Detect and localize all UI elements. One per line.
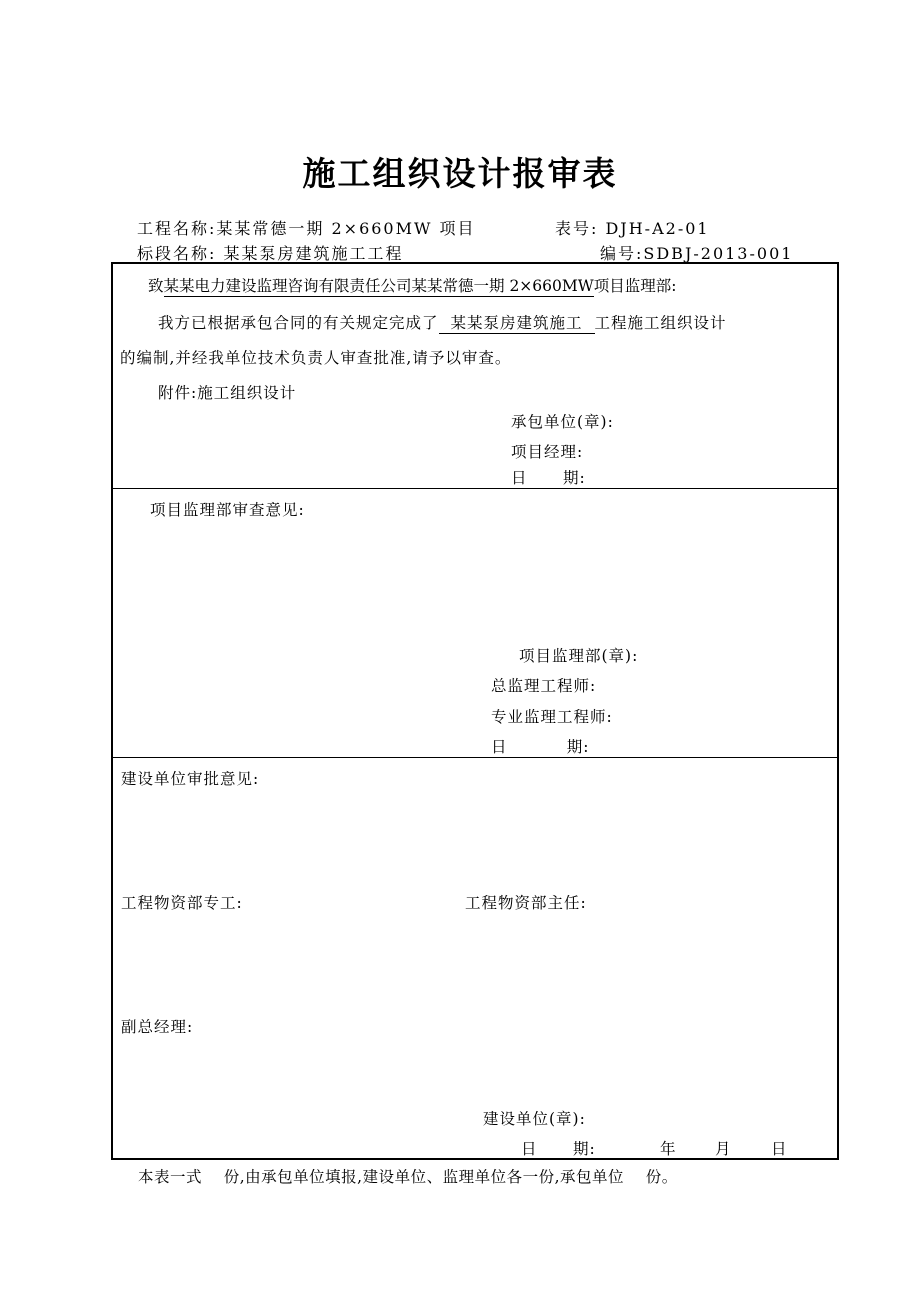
owner-approval-heading: 建设单位审批意见:: [121, 770, 260, 788]
supervision-seal-label: 项目监理部(章):: [519, 647, 639, 665]
owner-seal-label: 建设单位(章):: [483, 1110, 586, 1128]
divider-2: [111, 757, 839, 758]
supervision-date-label: 日 期:: [491, 738, 590, 756]
owner-date-label: 日 期:: [521, 1140, 596, 1158]
statement-prefix: 我方已根据承包合同的有关规定完成了: [158, 314, 439, 332]
attachment-label: 附件:施工组织设计: [158, 384, 297, 402]
supervision-opinion-heading: 项目监理部审查意见:: [150, 501, 305, 519]
chief-supervisor-label: 总监理工程师:: [491, 677, 597, 695]
contractor-seal-label: 承包单位(章):: [511, 413, 614, 431]
materials-director-label: 工程物资部主任:: [465, 894, 587, 912]
specialist-supervisor-label: 专业监理工程师:: [491, 708, 613, 726]
project-name: 工程名称:某某常德一期 2×660MW 项目: [137, 219, 476, 238]
owner-date-month: 月: [715, 1140, 732, 1158]
footer-note: 本表一式 份,由承包单位填报,建设单位、监理单位各一份,承包单位 份。: [138, 1168, 678, 1186]
materials-specialist-label: 工程物资部专工:: [121, 894, 243, 912]
page-title: 施工组织设计报审表: [302, 154, 618, 193]
statement-line-1: [158, 311, 727, 334]
serial-number: 编号:SDBJ-2013-001: [600, 244, 794, 263]
statement-suffix: 工程施工组织设计: [594, 314, 727, 332]
addressee-org: 某某电力建设监理咨询有限责任公司某某常德一期 2×660MW: [164, 274, 594, 297]
divider-1: [111, 488, 839, 489]
statement-project: 某某泵房建筑施工: [439, 311, 595, 334]
addressee-prefix: 致: [148, 277, 164, 295]
addressee-suffix: 项目监理部:: [593, 277, 677, 295]
statement-line-2: 的编制,并经我单位技术负责人审查批准,请予以审查。: [120, 349, 512, 367]
form-number: 表号: DJH-A2-01: [555, 219, 710, 238]
owner-date-day: 日: [771, 1140, 788, 1158]
project-manager-label: 项目经理:: [511, 443, 584, 461]
deputy-gm-label: 副总经理:: [121, 1018, 194, 1036]
contractor-date-label: 日 期:: [511, 469, 586, 487]
owner-date-year: 年: [660, 1140, 677, 1158]
section-name: 标段名称: 某某泵房建筑施工工程: [137, 244, 404, 263]
addressee-line: [148, 274, 676, 297]
